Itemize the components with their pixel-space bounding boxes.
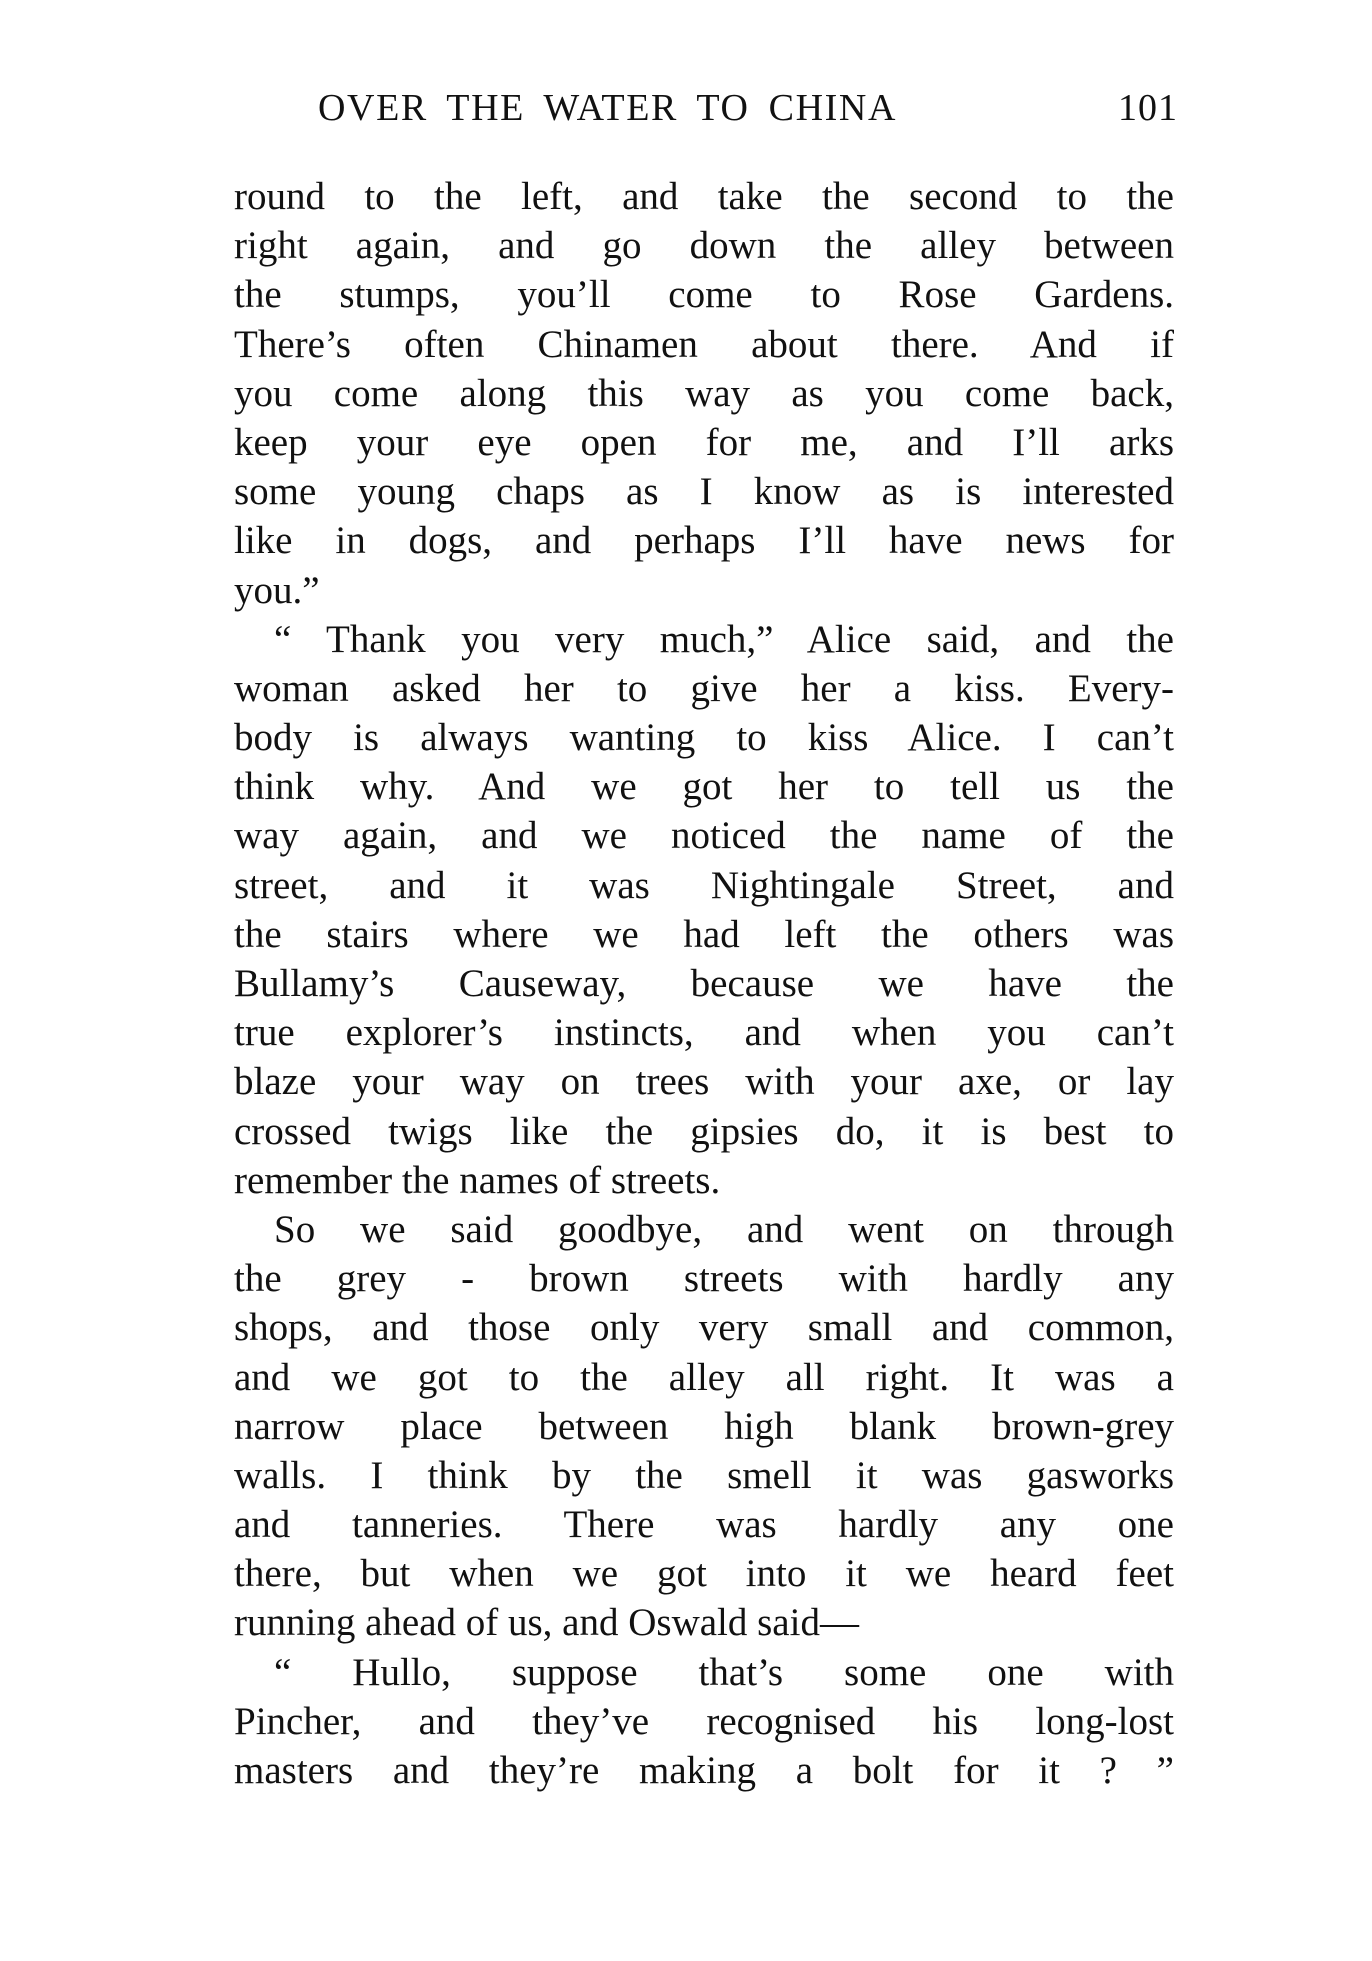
text-line: and we got to the alley all right. It was a (234, 1355, 1174, 1399)
text-line: way again, and we noticed the name of the (234, 814, 1174, 858)
text-line: “ Thank you very much,” Alice said, and the (274, 617, 1174, 661)
text-line: There’s often Chinamen about there. And if (234, 322, 1174, 366)
text-line: round to the left, and take the second to the (234, 175, 1174, 218)
text-line: woman asked her to give her a kiss. Every- (234, 666, 1174, 710)
text-line: shops, and those only very small and common, (234, 1306, 1174, 1350)
text-line: masters and they’re making a bolt for it ? ” (234, 1749, 1174, 1792)
text-line: right again, and go down the alley between (234, 224, 1174, 268)
text-line: running ahead of us, and Oswald said— (234, 1601, 859, 1645)
page-number: 101 (1118, 87, 1178, 129)
text-line: and tanneries. There was hardly any one (234, 1503, 1174, 1547)
text-line: So we said goodbye, and went on through (274, 1207, 1174, 1251)
text-line: there, but when we got into it we heard feet (234, 1552, 1174, 1596)
text-line: body is always wanting to kiss Alice. I can’t (234, 716, 1174, 760)
text-line: true explorer’s instincts, and when you can’t (234, 1011, 1174, 1055)
text-line: walls. I think by the smell it was gasworks (234, 1453, 1174, 1497)
text-line: remember the names of streets. (234, 1158, 721, 1202)
text-line: street, and it was Nightingale Street, and (234, 863, 1174, 907)
text-line: crossed twigs like the gipsies do, it is best to (234, 1109, 1174, 1153)
text-line: Pincher, and they’ve recognised his long-lost (234, 1699, 1174, 1743)
text-line: Bullamy’s Causeway, because we have the (234, 962, 1174, 1005)
text-line: the stumps, you’ll come to Rose Gardens. (234, 273, 1174, 317)
text-line: “ Hullo, suppose that’s some one with (274, 1650, 1174, 1694)
text-line: the grey - brown streets with hardly any (234, 1257, 1174, 1301)
text-line: you come along this way as you come back, (234, 371, 1174, 415)
text-line: think why. And we got her to tell us the (234, 765, 1174, 809)
text-line: blaze your way on trees with your axe, or lay (234, 1060, 1174, 1104)
text-line: some young chaps as I know as is interested (234, 470, 1174, 514)
text-line: like in dogs, and perhaps I’ll have news for (234, 519, 1174, 563)
text-line: you.” (234, 568, 320, 612)
running-title: OVER THE WATER TO CHINA (318, 87, 897, 129)
text-line: the stairs where we had left the others was (234, 912, 1174, 956)
text-line: narrow place between high blank brown-grey (234, 1404, 1174, 1448)
text-line: keep your eye open for me, and I’ll arks (234, 420, 1174, 464)
body-text (234, 172, 1174, 1795)
running-head (318, 82, 1178, 134)
